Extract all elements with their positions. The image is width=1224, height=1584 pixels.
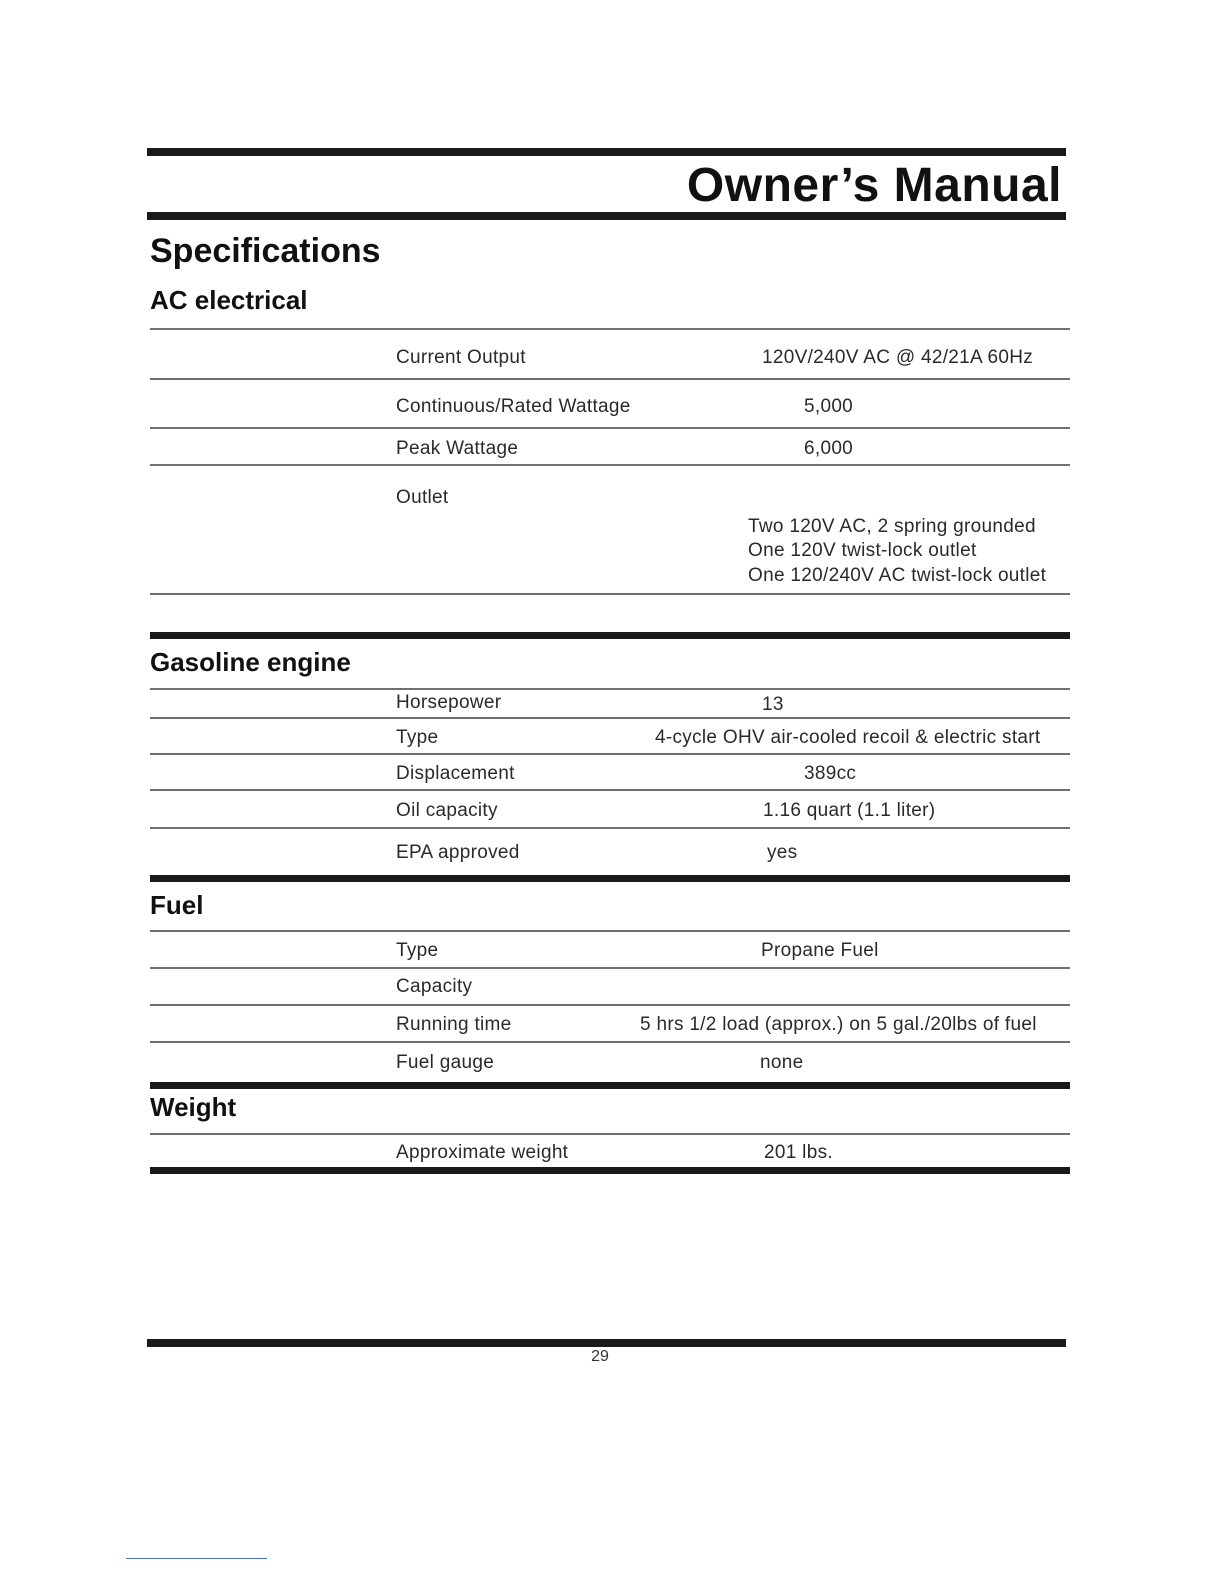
divider xyxy=(150,328,1070,330)
divider xyxy=(150,1041,1070,1043)
divider xyxy=(150,967,1070,969)
divider xyxy=(150,1133,1070,1135)
divider xyxy=(150,930,1070,932)
spec-label: Current Output xyxy=(396,347,526,368)
divider xyxy=(150,464,1070,466)
manual-title: Owner’s Manual xyxy=(686,159,1062,212)
spec-value: 13 xyxy=(762,694,784,715)
spec-value: 4-cycle OHV air-cooled recoil & electric start xyxy=(655,727,1041,748)
divider xyxy=(150,378,1070,380)
spec-label: Type xyxy=(396,940,439,961)
spec-label: EPA approved xyxy=(396,842,520,863)
spec-value: 6,000 xyxy=(804,438,854,459)
divider xyxy=(150,593,1070,595)
divider xyxy=(150,717,1070,719)
header-bottom-bar xyxy=(147,212,1066,220)
spec-value: Propane Fuel xyxy=(761,940,879,961)
footnote-rule xyxy=(126,1558,267,1559)
divider xyxy=(150,789,1070,791)
spec-label: Running time xyxy=(396,1014,512,1035)
divider xyxy=(150,827,1070,829)
spec-label: Outlet xyxy=(396,487,449,508)
divider xyxy=(150,688,1070,690)
spec-value: One 120V twist-lock outlet xyxy=(748,540,977,561)
section-bar xyxy=(150,1082,1070,1089)
section-title-ac-electrical: AC electrical xyxy=(150,285,308,315)
spec-value: 389cc xyxy=(804,763,857,784)
spec-label: Oil capacity xyxy=(396,800,498,821)
divider xyxy=(150,1004,1070,1006)
spec-label: Continuous/Rated Wattage xyxy=(396,396,631,417)
spec-label: Approximate weight xyxy=(396,1142,569,1163)
spec-value: 5,000 xyxy=(804,396,854,417)
section-bar xyxy=(150,875,1070,882)
section-title-fuel: Fuel xyxy=(150,890,204,920)
spec-value: yes xyxy=(767,842,798,863)
page-heading: Specifications xyxy=(150,232,381,270)
spec-value: Two 120V AC, 2 spring grounded xyxy=(748,516,1036,537)
spec-value: 1.16 quart (1.1 liter) xyxy=(763,800,936,821)
section-title-weight: Weight xyxy=(150,1092,237,1122)
divider xyxy=(150,753,1070,755)
section-bar xyxy=(150,632,1070,639)
footer-bar xyxy=(147,1339,1066,1347)
divider xyxy=(150,427,1070,429)
page-number: 29 xyxy=(591,1348,609,1365)
spec-label: Horsepower xyxy=(396,692,502,713)
spec-label: Capacity xyxy=(396,976,473,997)
spec-value: none xyxy=(760,1052,804,1073)
spec-label: Type xyxy=(396,727,439,748)
spec-value: 201 lbs. xyxy=(764,1142,833,1163)
spec-label: Fuel gauge xyxy=(396,1052,495,1073)
spec-value: One 120/240V AC twist-lock outlet xyxy=(748,565,1047,586)
section-title-gasoline-engine: Gasoline engine xyxy=(150,647,351,677)
spec-label: Displacement xyxy=(396,763,515,784)
spec-value: 120V/240V AC @ 42/21A 60Hz xyxy=(762,347,1034,368)
header-top-bar xyxy=(147,148,1066,156)
spec-value: 5 hrs 1/2 load (approx.) on 5 gal./20lbs of fuel xyxy=(640,1014,1037,1035)
section-bar xyxy=(150,1167,1070,1174)
spec-label: Peak Wattage xyxy=(396,438,519,459)
